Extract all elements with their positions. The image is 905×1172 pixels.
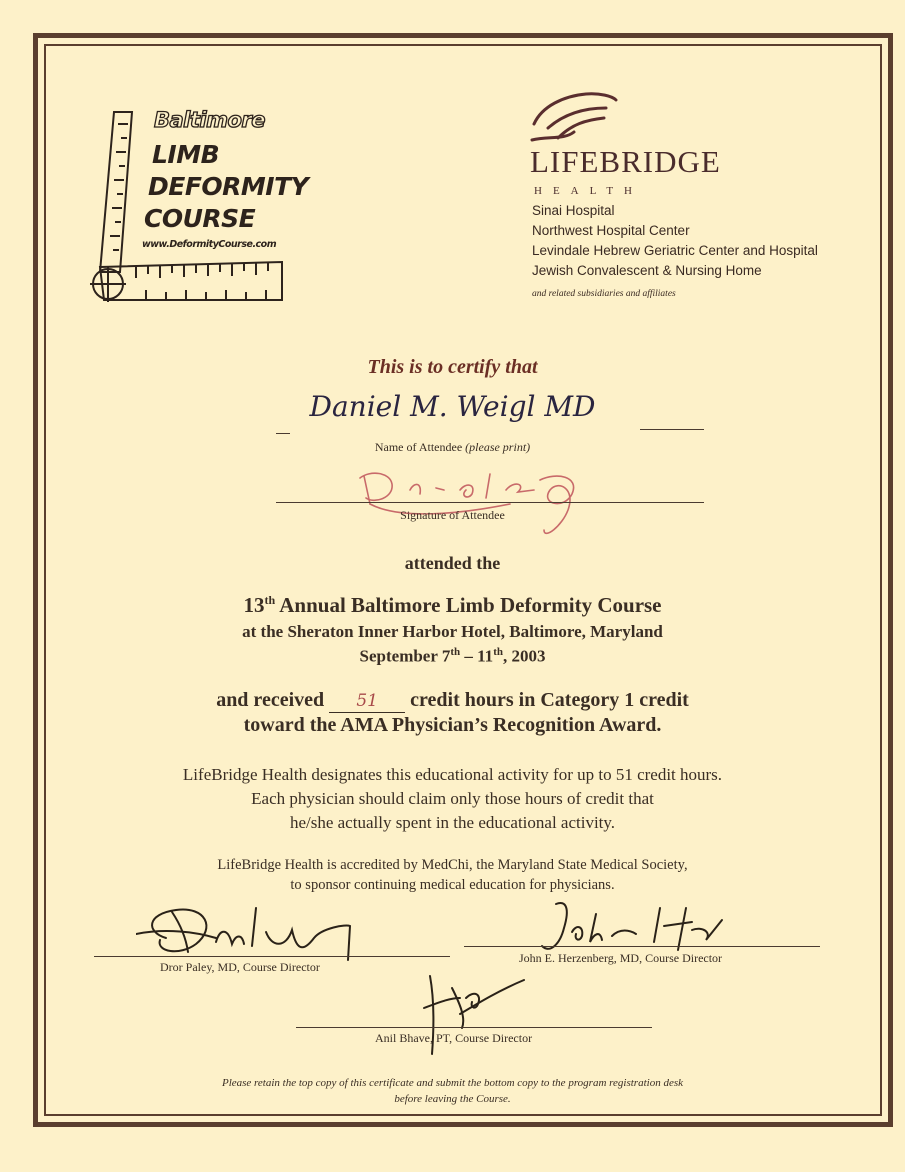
logo-limb: LIMB	[152, 140, 220, 169]
attendee-name: Daniel M. Weigl MD	[309, 390, 596, 423]
hospital-item: Northwest Hospital Center	[532, 223, 690, 238]
logo-baltimore: Baltimore	[154, 108, 266, 132]
subsidiaries-note: and related subsidiaries and affiliates	[532, 289, 676, 299]
accredited-paragraph: LifeBridge Health is accredited by MedChi, the Maryland State Medical Society, to sponsor continuing medical education for physicians.	[217, 857, 688, 893]
name-line-right	[640, 429, 704, 430]
lifebridge-logo	[528, 88, 868, 308]
paley-signature-line	[94, 956, 450, 957]
credit-hours-field	[329, 689, 405, 713]
award-line: toward the AMA Physician’s Recognition Award.	[243, 714, 662, 736]
name-label: Name of Attendee (please print)	[374, 440, 531, 454]
designates-paragraph: LifeBridge Health designates this educational activity for up to 51 credit hours. Each physician should claim only those hours of credit that he/she actually spent in the educational activity.	[182, 765, 723, 832]
bhave-signature-line	[296, 1027, 652, 1028]
signature-line	[276, 502, 704, 503]
name-line-left	[276, 433, 290, 434]
lifebridge-name: LIFEBRIDGE	[530, 144, 721, 179]
logo-deformity: DEFORMITY	[148, 172, 309, 201]
footer-note: Please retain the top copy of this certificate and submit the bottom copy to the program registration desk before leaving the Course.	[221, 1077, 683, 1105]
course-dates: September 7th – 11th, 2003	[359, 646, 546, 666]
dove-icon	[528, 88, 618, 148]
hospital-list	[532, 201, 818, 281]
herzenberg-label: John E. Herzenberg, MD, Course Director	[519, 951, 723, 965]
signature-label: Signature of Attendee	[400, 508, 505, 522]
hospital-item: Sinai Hospital	[532, 203, 615, 218]
lifebridge-health: HEALTH	[534, 185, 643, 197]
course-title: 13th Annual Baltimore Limb Deformity Course	[243, 593, 662, 617]
course-venue: at the Sheraton Inner Harbor Hotel, Baltimore, Maryland	[242, 622, 663, 641]
baltimore-logo	[86, 102, 309, 312]
hospital-item: Jewish Convalescent & Nursing Home	[532, 263, 762, 278]
attendee-signature	[340, 460, 600, 550]
herzenberg-signature-line	[464, 946, 820, 947]
paley-label: Dror Paley, MD, Course Director	[160, 960, 320, 974]
logo-course: COURSE	[144, 204, 256, 233]
bhave-label: Anil Bhave, PT, Course Director	[375, 1031, 533, 1045]
paley-signature	[136, 898, 366, 968]
credit-line: and received 51 credit hours in Category 1 credit	[216, 689, 689, 711]
hospital-item: Levindale Hebrew Geriatric Center and Hospital	[532, 243, 818, 258]
credit-hours-handwritten: 51	[356, 691, 378, 711]
certify-heading: This is to certify that	[367, 356, 538, 378]
attended-text: attended the	[404, 553, 501, 573]
logo-url: www.DeformityCourse.com	[142, 239, 277, 250]
